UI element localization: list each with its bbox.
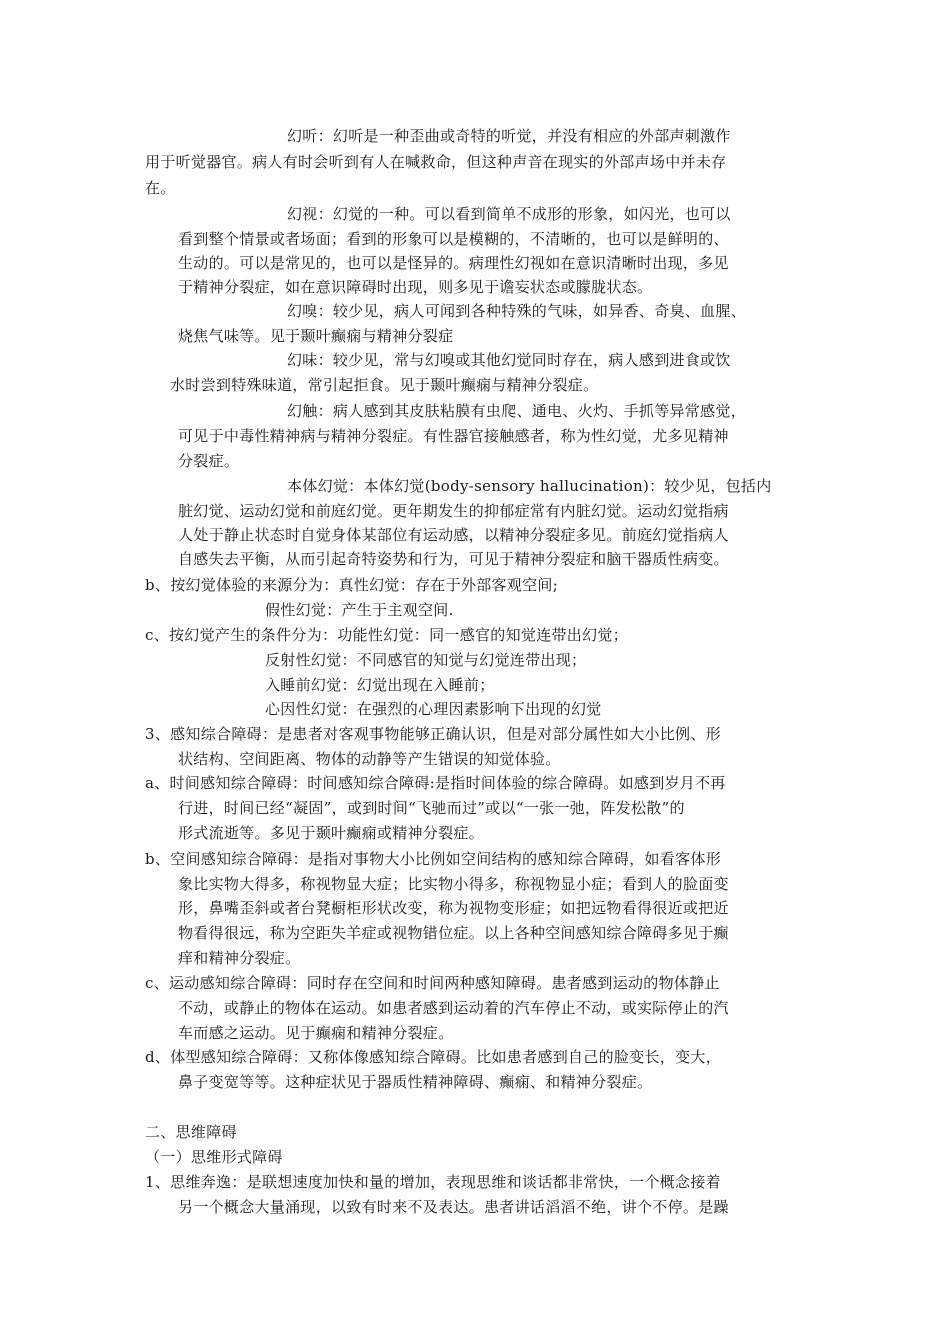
subsection-heading: （一）思维形式障碍	[145, 1148, 283, 1166]
text-line: 3、感知综合障碍：是患者对客观事物能够正确认识，但是对部分属性如大小比例、形	[145, 725, 721, 743]
text-line: 可见于中毒性精神病与精神分裂症。有性器官接触感者，称为性幻觉，尤多见精神	[178, 427, 729, 445]
text-line: 用于听觉器官。病人有时会听到有人在喊救命，但这种声音在现实的外部声场中并未存	[145, 153, 727, 171]
text-line: 幻嗅：较少见，病人可闻到各种特殊的气味，如异香、奇臭、血腥、	[287, 302, 747, 320]
text-line: 心因性幻觉：在强烈的心理因素影响下出现的幻觉	[265, 700, 602, 718]
text-line: 鼻子变宽等等。这种症状见于器质性精神障碍、癫痫、和精神分裂症。	[178, 1073, 653, 1091]
text-line: 象比实物大得多，称视物显大症；比实物小得多，称视物显小症；看到人的脸面变	[178, 875, 729, 893]
text-line: 痒和精神分裂症。	[178, 949, 301, 967]
text-line: 状结构、空间距离、物体的动静等产生错误的知觉体验。	[178, 750, 561, 768]
text-line: 形，鼻嘴歪斜或者台凳橱柜形状改变，称为视物变形症；如把远物看得很近或把近	[178, 899, 729, 917]
text-line: 另一个概念大量涌现，以致有时来不及表达。患者讲话滔滔不绝，讲个不停。是躁	[178, 1198, 729, 1216]
text-line: 自感失去平衡，从而引起奇特姿势和行为，可见于精神分裂症和脑干器质性病变。	[178, 550, 729, 568]
text-line: 入睡前幻觉：幻觉出现在入睡前；	[265, 676, 495, 694]
text-line: a、时间感知综合障碍：时间感知综合障碍:是指时间体验的综合障碍。如感到岁月不再	[145, 774, 726, 792]
text-line: 假性幻觉：产生于主观空间.	[265, 601, 454, 619]
text-line: 分裂症。	[178, 452, 240, 470]
text-line: 幻触：病人感到其皮肤粘膜有虫爬、通电、火灼、手抓等异常感觉，	[287, 402, 747, 420]
text-line: 水时尝到特殊味道，常引起拒食。见于颞叶癫痫与精神分裂症。	[170, 376, 599, 394]
text-line: 生动的。可以是常见的，也可以是怪异的。病理性幻视如在意识清晰时出现，多见	[178, 254, 729, 272]
text-line: 烧焦气味等。见于颞叶癫痫与精神分裂症	[178, 327, 454, 345]
text-line: 不动，或静止的物体在运动。如患者感到运动着的汽车停止不动，或实际停止的汽	[178, 999, 729, 1017]
text-line: 反射性幻觉：不同感官的知觉与幻觉连带出现；	[265, 651, 587, 669]
text-line: c、运动感知综合障碍：同时存在空间和时间两种感知障碍。患者感到运动的物体静止	[145, 974, 720, 992]
text-line: 幻听：幻听是一种歪曲或奇特的听觉，并没有相应的外部声刺激作	[287, 127, 731, 145]
text-line: 于精神分裂症，如在意识障碍时出现，则多见于谵妄状态或朦胧状态。	[178, 278, 653, 296]
section-heading: 二、思维障碍	[145, 1123, 237, 1141]
text-line: 车而感之运动。见于癫痫和精神分裂症。	[178, 1024, 454, 1042]
text-line: 看到整个情景或者场面；看到的形象可以是模糊的，不清晰的，也可以是鲜明的、	[178, 230, 729, 248]
text-line: 1、思维奔逸：是联想速度加快和量的增加，表现思维和谈话都非常快，一个概念接着	[145, 1173, 721, 1191]
text-line: c、按幻觉产生的条件分为：功能性幻觉：同一感官的知觉连带出幻觉；	[145, 626, 629, 644]
text-line: 形式流逝等。多见于颞叶癫痫或精神分裂症。	[178, 824, 485, 842]
text-line: d、体型感知综合障碍：又称体像感知综合障碍。比如患者感到自己的脸变长，变大，	[145, 1048, 722, 1066]
text-line: 幻视：幻觉的一种。可以看到简单不成形的形象，如闪光，也可以	[287, 205, 731, 223]
text-line: b、空间感知综合障碍：是指对事物大小比例如空间结构的感知综合障碍，如看客体形	[145, 850, 722, 868]
text-line: b、按幻觉体验的来源分为：真性幻觉：存在于外部客观空间;	[145, 576, 559, 594]
text-line: 脏幻觉、运动幻觉和前庭幻觉。更年期发生的抑郁症常有内脏幻觉。运动幻觉指病	[178, 502, 729, 520]
text-line: 本体幻觉：本体幻觉(body-sensory hallucination)：较少见，包括内	[287, 477, 772, 495]
text-line: 在。	[145, 179, 176, 197]
text-line: 行进，时间已经“凝固”，或到时间“飞驰而过”或以“一张一弛，阵发松散”的	[178, 799, 685, 817]
text-line: 人处于静止状态时自觉身体某部位有运动感，以精神分裂症多见。前庭幻觉指病人	[178, 526, 729, 544]
text-line: 幻味：较少见，常与幻嗅或其他幻觉同时存在，病人感到进食或饮	[287, 351, 731, 369]
text-line: 物看得很远，称为空距失羊症或视物错位症。以上各种空间感知综合障碍多见于癫	[178, 924, 729, 942]
